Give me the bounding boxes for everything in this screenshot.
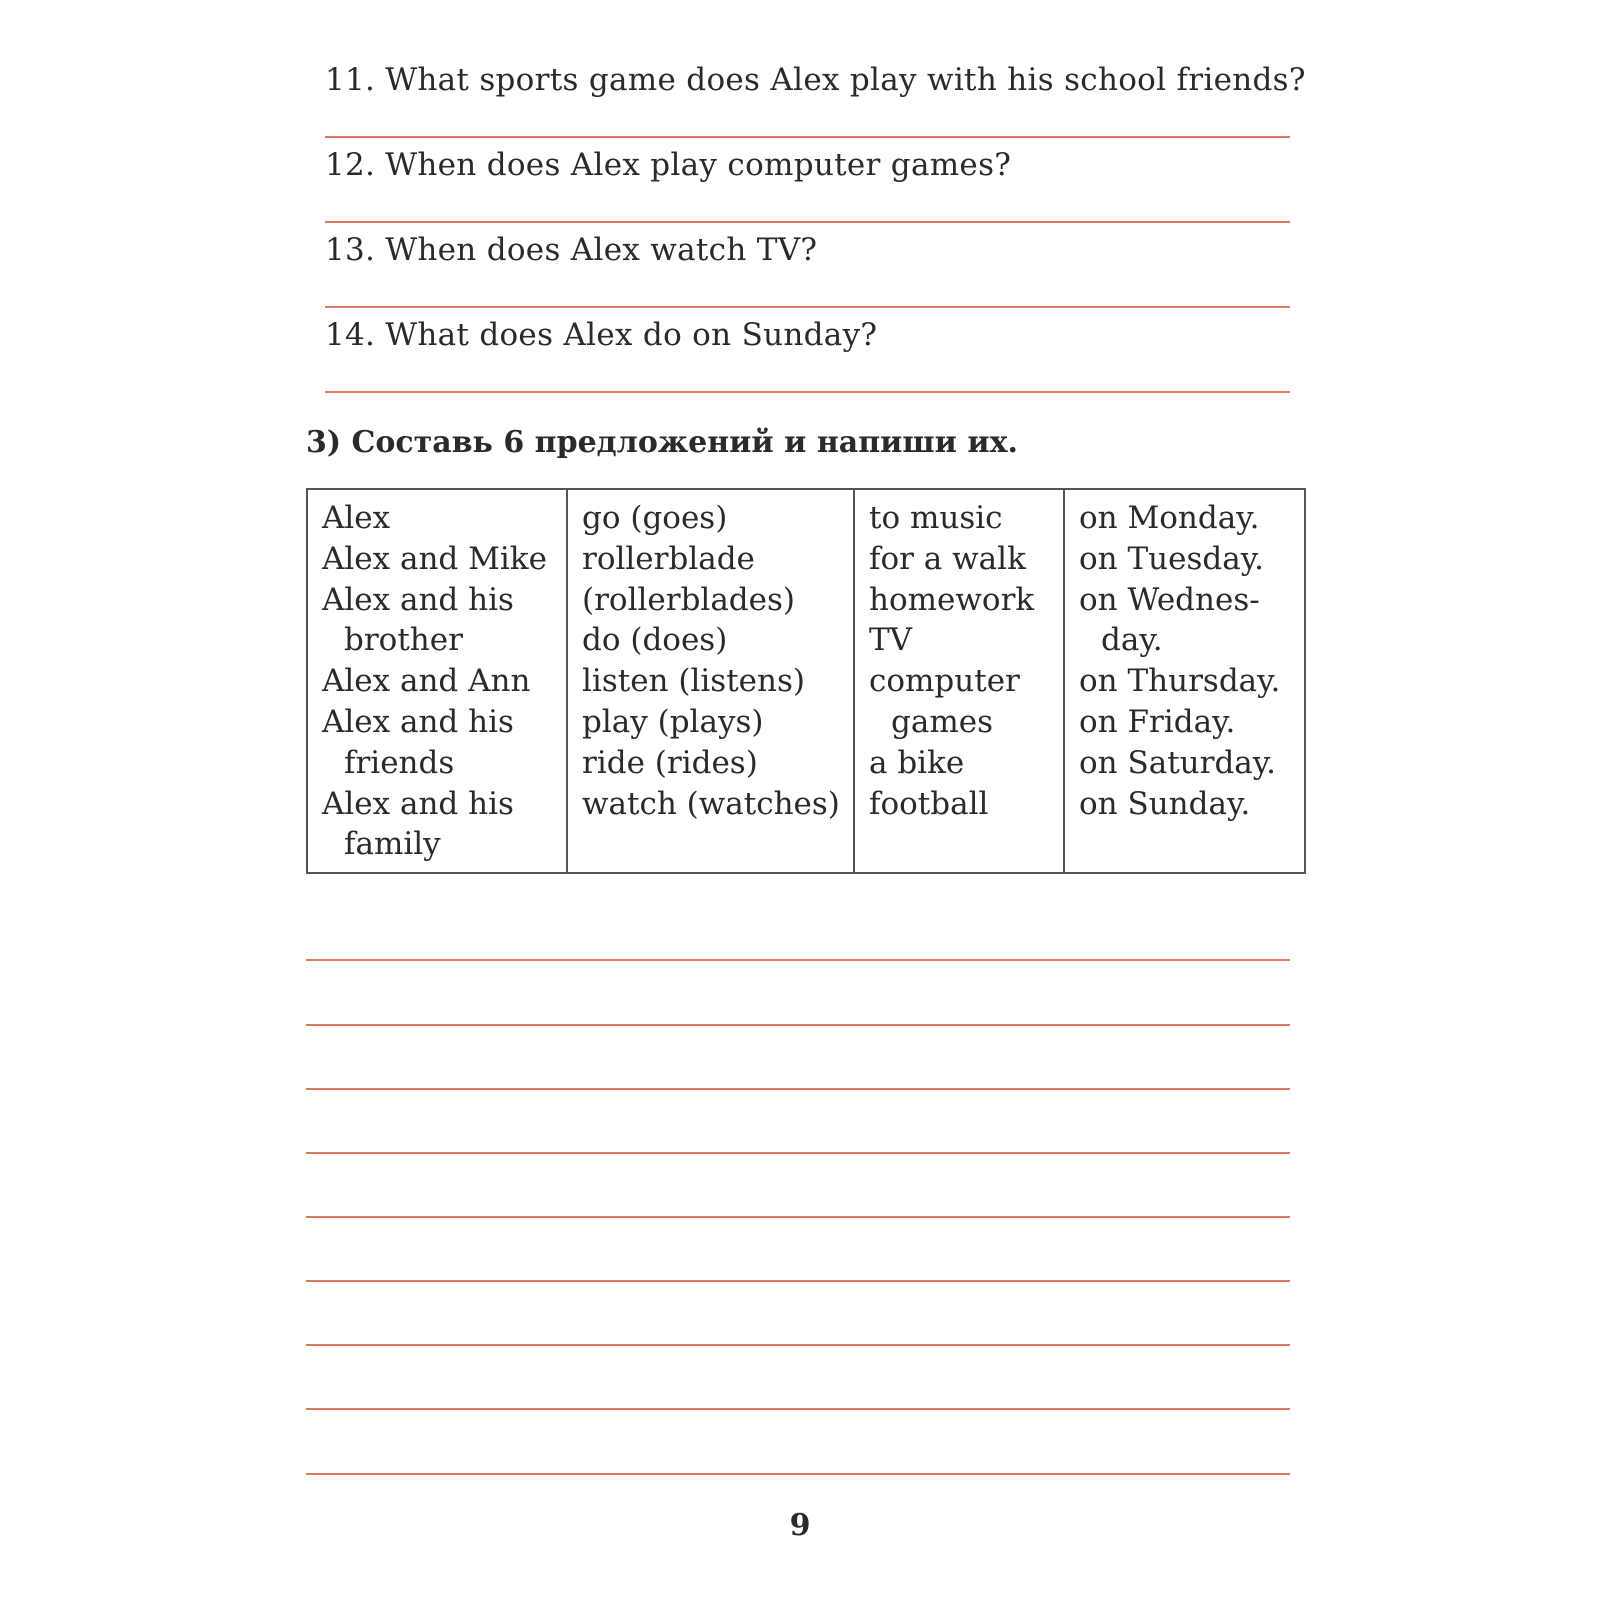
table-cell: Alex <box>322 500 391 536</box>
table-cell: homework <box>869 581 1035 618</box>
table-cell: do (does) <box>582 622 728 659</box>
writing-line[interactable] <box>306 1088 1290 1090</box>
answer-line-11[interactable] <box>325 136 1290 138</box>
table-cell: games <box>891 703 993 740</box>
table-cell: on Tuesday. <box>1079 540 1264 577</box>
table-cell: family <box>344 826 441 863</box>
table-cell: listen (listens) <box>582 663 805 700</box>
table-cell: computer <box>869 663 1020 700</box>
question-number: 11. <box>325 62 376 98</box>
question-number: 13. <box>325 232 376 268</box>
writing-line[interactable] <box>306 1408 1290 1410</box>
table-cell: football <box>869 785 989 822</box>
table-cell: day. <box>1101 622 1163 659</box>
question-text: When does Alex watch TV? <box>385 232 818 268</box>
table-cell: go (goes) <box>582 500 728 536</box>
table-cell: to music <box>869 500 1003 536</box>
question-12 <box>325 147 1011 183</box>
writing-line[interactable] <box>306 1473 1290 1475</box>
question-11 <box>325 62 1306 98</box>
question-text: When does Alex play computer games? <box>385 147 1012 183</box>
question-number: 12. <box>325 147 376 183</box>
table-cell: friends <box>344 744 455 781</box>
table-cell: TV <box>869 622 913 659</box>
table-column-objects <box>855 490 1065 872</box>
writing-line[interactable] <box>306 1216 1290 1218</box>
answer-line-14[interactable] <box>325 391 1290 393</box>
question-text: What does Alex do on Sunday? <box>385 317 878 353</box>
table-cell: on Saturday. <box>1079 744 1277 781</box>
question-text: What sports game does Alex play with his school friends? <box>385 62 1306 98</box>
table-cell: a bike <box>869 744 965 781</box>
writing-line[interactable] <box>306 959 1290 961</box>
question-number: 14. <box>325 317 376 353</box>
table-column-days <box>1065 490 1304 872</box>
writing-line[interactable] <box>306 1280 1290 1282</box>
table-cell: brother <box>344 622 463 659</box>
word-table <box>306 488 1306 874</box>
page-number: 9 <box>789 1508 811 1543</box>
table-cell: on Thursday. <box>1079 663 1281 700</box>
table-cell: on Monday. <box>1079 500 1260 536</box>
table-cell: on Friday. <box>1079 703 1236 740</box>
table-cell: play (plays) <box>582 703 764 740</box>
table-column-verbs <box>568 490 855 872</box>
table-cell: Alex and his <box>322 785 514 822</box>
table-cell: ride (rides) <box>582 744 758 781</box>
answer-line-13[interactable] <box>325 306 1290 308</box>
table-cell: on Sunday. <box>1079 785 1251 822</box>
table-cell: Alex and his <box>322 703 514 740</box>
table-cell: Alex and Ann <box>322 663 531 700</box>
table-cell: on Wednes- <box>1079 581 1260 618</box>
table-cell: (rollerblades) <box>582 581 796 618</box>
table-cell: watch (watches) <box>582 785 840 822</box>
writing-line[interactable] <box>306 1344 1290 1346</box>
table-cell: rollerblade <box>582 540 755 577</box>
table-cell: Alex and his <box>322 581 514 618</box>
task-heading: 3) Составь 6 предложений и напиши их. <box>306 425 1018 460</box>
table-cell: Alex and Mike <box>322 540 547 577</box>
writing-line[interactable] <box>306 1152 1290 1154</box>
answer-line-12[interactable] <box>325 221 1290 223</box>
writing-line[interactable] <box>306 1024 1290 1026</box>
question-13 <box>325 232 817 268</box>
table-cell: for a walk <box>869 540 1026 577</box>
question-14 <box>325 317 877 353</box>
table-column-subjects <box>308 490 568 872</box>
